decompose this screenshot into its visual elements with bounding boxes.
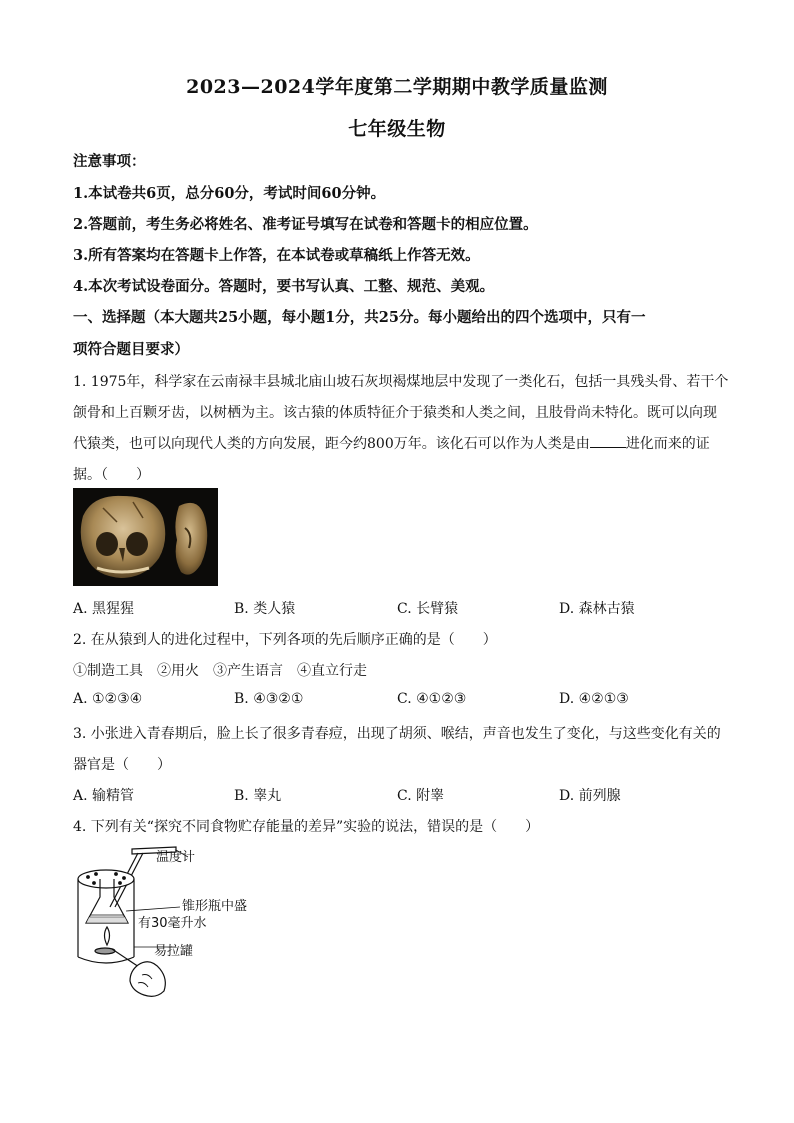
- note-item-1: 1.本试卷共6页，总分60分，考试时间60分钟。: [73, 185, 386, 202]
- q1-option-a[interactable]: A. 黑猩猩: [73, 601, 135, 617]
- q2-option-c[interactable]: C. ④①②③: [397, 691, 467, 707]
- experiment-apparatus-diagram: [72, 845, 262, 1005]
- flask-label-line1: 锥形瓶中盛: [182, 899, 248, 914]
- note-item-4: 4.本次考试设卷面分。答题时，要书写认真、工整、规范、美观。: [73, 278, 495, 295]
- q3-option-a[interactable]: A. 输精管: [73, 788, 135, 804]
- note-item-2: 2.答题前，考生务必将姓名、准考证号填写在试卷和答题卡的相应位置。: [73, 216, 538, 233]
- q1-stem-line1: 1. 1975年，科学家在云南禄丰县城北庙山坡石灰坝褐煤地层中发现了一类化石，包括一具残头骨、若干个: [73, 374, 729, 390]
- q4-stem: 4. 下列有关“探究不同食物贮存能量的差异”实验的说法，错误的是（ ）: [73, 819, 540, 835]
- q1-stem-line4: 据。（ ）: [73, 467, 150, 483]
- q2-option-a[interactable]: A. ①②③④: [73, 691, 143, 707]
- q2-stem: 2. 在从猿到人的进化过程中，下列各项的先后顺序正确的是（ ）: [73, 632, 497, 648]
- q1-option-b[interactable]: B. 类人猿: [234, 601, 296, 617]
- notes-heading: 注意事项：: [73, 153, 146, 170]
- can-label: 易拉罐: [154, 944, 194, 959]
- q1-option-c[interactable]: C. 长臂猿: [397, 601, 459, 617]
- q3-option-b[interactable]: B. 睾丸: [234, 788, 282, 804]
- q3-option-d[interactable]: D. 前列腺: [559, 788, 621, 804]
- section-heading: 一、选择题（本大题共25小题，每小题1分，共25分。每小题给出的四个选项中，只有一: [73, 309, 646, 326]
- note-item-3: 3.所有答案均在答题卡上作答，在本试卷或草稿纸上作答无效。: [73, 247, 480, 264]
- section-heading-cont: 项符合题目要求）: [73, 341, 189, 358]
- exam-title: 2023—2024学年度第二学期期中教学质量监测: [186, 76, 608, 98]
- q1-stem-line2: 颌骨和上百颗牙齿，以树栖为主。该古猿的体质特征介于猿类和人类之间，且肢骨尚未特化。既可以向现: [73, 405, 717, 421]
- exam-subtitle: 七年级生物: [348, 118, 446, 140]
- q3-stem-line1: 3. 小张进入青春期后，脸上长了很多青春痘，出现了胡须、喉结，声音也发生了变化，与这些变化有关的: [73, 726, 721, 742]
- q3-option-c[interactable]: C. 附睾: [397, 788, 445, 804]
- q3-stem-line2: 器官是（ ）: [73, 757, 171, 773]
- q2-option-d[interactable]: D. ④②①③: [559, 691, 629, 707]
- thermometer-label: 温度计: [156, 850, 196, 865]
- q2-option-b[interactable]: B. ④③②①: [234, 691, 304, 707]
- skull-fossil-drawing: [73, 488, 218, 586]
- q1-option-d[interactable]: D. 森林古猿: [559, 601, 635, 617]
- flask-label-line2: 有30毫升水: [138, 916, 207, 931]
- q1-answer-blank: [590, 435, 626, 448]
- q2-items: ①制造工具 ②用火 ③产生语言 ④直立行走: [73, 663, 367, 679]
- q1-stem-line3: 代猿类，也可以向现代人类的方向发展，距今约800万年。该化石可以作为人类是由 进化而来的证: [73, 436, 710, 452]
- skull-fossil-image: [73, 488, 218, 586]
